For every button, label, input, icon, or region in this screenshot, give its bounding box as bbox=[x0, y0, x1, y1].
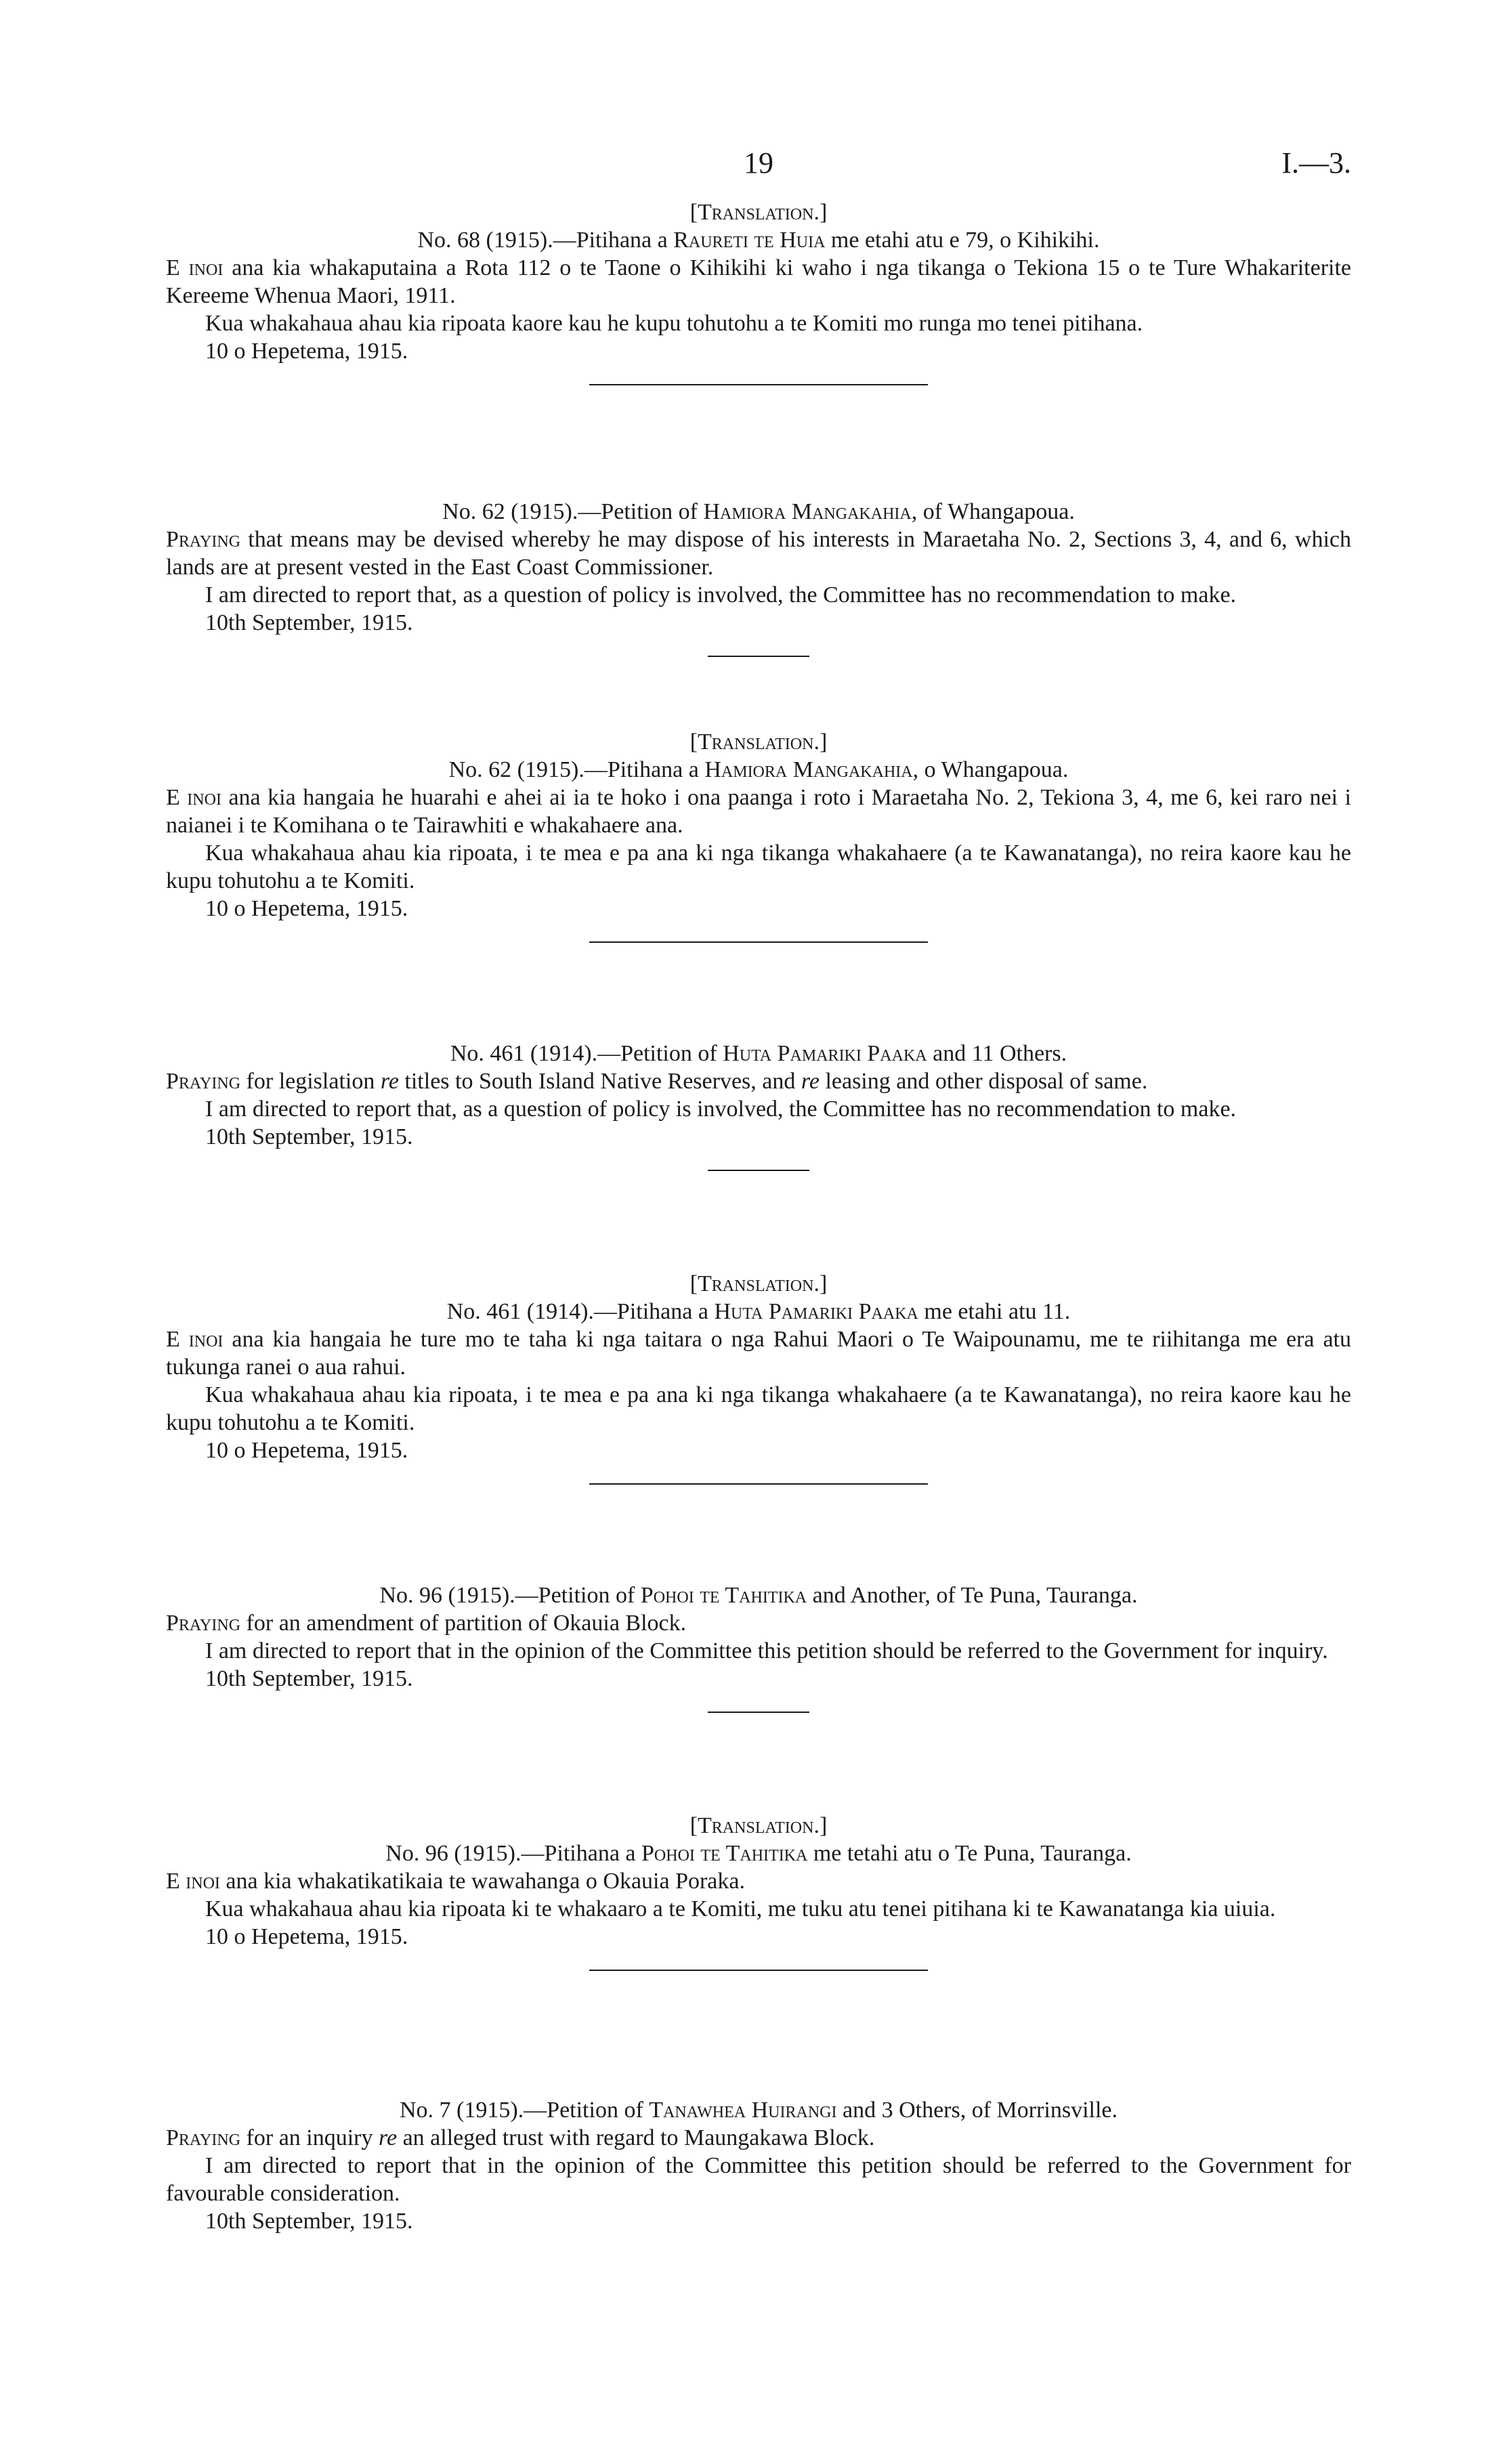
committee-report: Kua whakahaua ahau kia ripoata, i te mea e pa ana ki nga tikanga whakahaere (a te Kawanatanga), no reira kaore kau he kupu tohutohu a te Komiti. bbox=[166, 841, 1351, 893]
committee-report: Kua whakahaua ahau kia ripoata ki te whakaaro a te Komiti, me tuku atu tenei pitihana ki te Kawanatanga kia uiuia. bbox=[205, 1896, 1276, 1921]
petition-title-tail: and 3 Others, of Morrinsville. bbox=[842, 2098, 1118, 2123]
prayer-lead: Praying bbox=[166, 1069, 241, 1094]
petition-title bbox=[166, 1581, 1351, 1609]
prayer-text: ana kia whakaputaina a Rota 112 o te Taone o Kihikihi ki waho i nga tikanga o Tekiona 15 o te Ture Whakariterite Kereeme Whenua Maori, 1911. bbox=[166, 255, 1352, 308]
prayer-lead: E inoi bbox=[166, 1869, 220, 1894]
report-date: 10th September, 1915. bbox=[205, 1124, 413, 1149]
petition-title bbox=[166, 226, 1351, 254]
petition-title bbox=[166, 1840, 1351, 1867]
petition-number: No. 68 (1915).—Pitihana a bbox=[417, 228, 668, 253]
petition-section-7 bbox=[166, 2096, 1351, 2235]
report-date: 10 o Hepetema, 1915. bbox=[205, 1924, 408, 1949]
petition-section-62-translation bbox=[166, 728, 1351, 943]
petition-title-tail: me tetahi atu o Te Puna, Tauranga. bbox=[813, 1841, 1132, 1866]
prayer-text: for an amendment of partition of Okauia Block. bbox=[246, 1611, 687, 1636]
prayer-text: ana kia hangaia he huarahi e ahei ai ia te hoko i ona paanga i roto i Maraetaha No. 2, Tekiona 3, 4, me 6, kei raro nei i naianei i te Komihana o te Tairawhiti e whakahaere ana. bbox=[166, 785, 1351, 838]
petition-number: No. 62 (1915).—Pitihana a bbox=[448, 757, 699, 782]
petition-number: No. 7 (1915).—Petition of bbox=[399, 2098, 643, 2123]
petition-title-tail: me etahi atu e 79, o Kihikihi. bbox=[830, 228, 1100, 253]
prayer-re: re bbox=[379, 2125, 398, 2150]
petition-prayer bbox=[166, 1867, 1351, 1895]
petition-section-96-translation bbox=[166, 1812, 1351, 1971]
prayer-lead: E inoi bbox=[166, 1327, 224, 1352]
petitioner-name: Huta Pamariki Paaka bbox=[723, 1041, 927, 1066]
prayer-text: for an inquiry bbox=[246, 2125, 373, 2150]
petition-section-68-translation bbox=[166, 198, 1351, 385]
petition-title-tail: and Another, of Te Puna, Tauranga. bbox=[812, 1583, 1138, 1608]
page-header bbox=[166, 146, 1351, 186]
petitioner-name: Raureti te Huia bbox=[673, 228, 826, 253]
section-divider bbox=[708, 1170, 809, 1171]
section-divider bbox=[589, 1483, 928, 1485]
petition-prayer bbox=[166, 1609, 1351, 1637]
page-number: 19 bbox=[744, 146, 773, 179]
report-date: 10 o Hepetema, 1915. bbox=[205, 339, 408, 364]
petition-prayer bbox=[166, 526, 1351, 581]
report-date: 10 o Hepetema, 1915. bbox=[205, 896, 408, 921]
prayer-text: titles to South Island Native Reserves, and bbox=[404, 1069, 796, 1094]
petitioner-name: Pohoi te Tahitika bbox=[641, 1841, 808, 1866]
petition-title bbox=[166, 2096, 1351, 2124]
petition-number: No. 96 (1915).—Pitihana a bbox=[385, 1841, 636, 1866]
committee-report: I am directed to report that in the opinion of the Committee this petition should be referred to the Government for favourable consideration. bbox=[166, 2153, 1351, 2206]
section-divider bbox=[708, 656, 809, 657]
petitioner-name: Tanawhea Huirangi bbox=[649, 2098, 837, 2123]
petition-prayer bbox=[166, 784, 1351, 839]
prayer-lead: E inoi bbox=[166, 255, 224, 280]
committee-report: Kua whakahaua ahau kia ripoata kaore kau he kupu tohutohu a te Komiti mo runga mo tenei pitihana. bbox=[205, 311, 1143, 336]
petitioner-name: Huta Pamariki Paaka bbox=[714, 1299, 918, 1324]
petition-number: No. 62 (1915).—Petition of bbox=[442, 499, 698, 524]
petition-prayer bbox=[166, 254, 1351, 310]
petition-number: No. 96 (1915).—Petition of bbox=[379, 1583, 635, 1608]
petition-prayer bbox=[166, 1325, 1351, 1381]
petition-title bbox=[166, 1040, 1351, 1067]
section-divider bbox=[589, 941, 928, 943]
petition-title-tail: and 11 Others. bbox=[933, 1041, 1067, 1066]
petitioner-name: Hamiora Mangakahia bbox=[704, 757, 913, 782]
petition-title-tail: me etahi atu 11. bbox=[924, 1299, 1071, 1324]
petition-section-62 bbox=[166, 498, 1351, 657]
petition-title bbox=[166, 1298, 1351, 1325]
prayer-text: ana kia hangaia he ture mo te taha ki nga taitara o nga Rahui Maori o Te Waipounamu, me te riihitanga me era atu tukunga ranei o aua rahui. bbox=[166, 1327, 1351, 1380]
committee-report: I am directed to report that, as a question of policy is involved, the Committee has no recommendation to make. bbox=[205, 1097, 1237, 1122]
prayer-text: that means may be devised whereby he may dispose of his interests in Maraetaha No. 2, Sections 3, 4, and 6, which lands are at present vested in the East Coast Commissioner. bbox=[166, 527, 1352, 580]
petition-section-461-translation bbox=[166, 1270, 1351, 1485]
section-divider bbox=[589, 384, 928, 385]
committee-report: I am directed to report that, as a question of policy is involved, the Committee has no recommendation to make. bbox=[205, 582, 1237, 608]
petition-section-96 bbox=[166, 1581, 1351, 1713]
page bbox=[166, 146, 1352, 2234]
prayer-text: for legislation bbox=[246, 1069, 375, 1094]
prayer-re: re bbox=[380, 1069, 399, 1094]
committee-report: Kua whakahaua ahau kia ripoata, i te mea e pa ana ki nga tikanga whakahaere (a te Kawanatanga), no reira kaore kau he kupu tohutohu a te Komiti. bbox=[166, 1382, 1351, 1435]
petition-title bbox=[166, 756, 1351, 784]
petition-prayer bbox=[166, 1067, 1351, 1095]
translation-label: [Translation.] bbox=[689, 729, 828, 755]
document-reference: I.—3. bbox=[1281, 146, 1351, 179]
section-divider bbox=[589, 1970, 928, 1971]
prayer-lead: E inoi bbox=[166, 785, 221, 810]
petitioner-name: Pohoi te Tahitika bbox=[640, 1583, 807, 1608]
translation-label: [Translation.] bbox=[689, 1813, 828, 1838]
petition-prayer bbox=[166, 2124, 1351, 2152]
prayer-text: an alleged trust with regard to Maungakawa Block. bbox=[402, 2125, 875, 2150]
petition-title bbox=[166, 498, 1351, 526]
committee-report: I am directed to report that in the opinion of the Committee this petition should be referred to the Government for inquiry. bbox=[205, 1638, 1328, 1663]
petitioner-name: Hamiora Mangakahia bbox=[703, 499, 912, 524]
petition-number: No. 461 (1914).—Petition of bbox=[450, 1041, 717, 1066]
report-date: 10th September, 1915. bbox=[205, 1666, 413, 1691]
petition-section-461 bbox=[166, 1040, 1351, 1171]
translation-label: [Translation.] bbox=[689, 200, 828, 225]
report-date: 10th September, 1915. bbox=[205, 2209, 413, 2234]
report-date: 10 o Hepetema, 1915. bbox=[205, 1438, 408, 1463]
section-divider bbox=[708, 1712, 809, 1713]
translation-label: [Translation.] bbox=[689, 1271, 828, 1296]
prayer-text: leasing and other disposal of same. bbox=[825, 1069, 1148, 1094]
prayer-lead: Praying bbox=[166, 1611, 241, 1636]
prayer-lead: Praying bbox=[166, 527, 241, 552]
prayer-lead: Praying bbox=[166, 2125, 241, 2150]
prayer-re: re bbox=[801, 1069, 820, 1094]
report-date: 10th September, 1915. bbox=[205, 610, 413, 635]
prayer-text: ana kia whakatikatikaia te wawahanga o Okauia Poraka. bbox=[226, 1869, 745, 1894]
petition-title-tail: , of Whangapoua. bbox=[911, 499, 1075, 524]
petition-number: No. 461 (1914).—Pitihana a bbox=[446, 1299, 708, 1324]
petition-title-tail: , o Whangapoua. bbox=[912, 757, 1069, 782]
